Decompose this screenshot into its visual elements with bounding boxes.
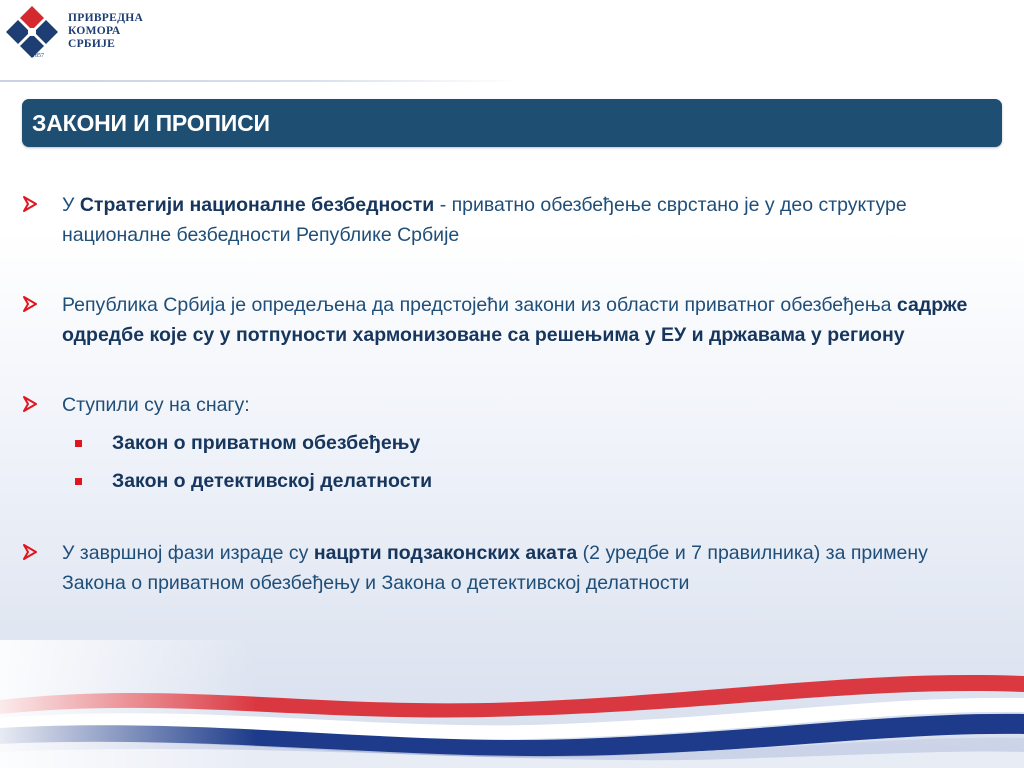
bullet-item <box>22 390 982 420</box>
bullet-item <box>22 290 982 350</box>
slide-content <box>22 190 982 598</box>
logo-wordmark <box>68 12 143 51</box>
bullet-text-post: - приватно обезбеђење сврстано је у део структуре националне безбедности Републике Србије <box>62 194 907 246</box>
bullet-text-pre: Ступили су на снагу: <box>62 394 250 416</box>
bullet-text-pre: У завршној фази израде су <box>62 542 314 564</box>
bullet-text-bold: Стратегији националне безбедности <box>79 194 435 216</box>
logo-line-2: КОМОРА <box>68 25 121 37</box>
title-bar <box>22 99 1002 147</box>
sub-item-text: Закон о приватном обезбеђењу <box>112 432 421 454</box>
slide-title: ЗАКОНИ И ПРОПИСИ <box>32 110 270 136</box>
logo-line-3: СРБИЈЕ <box>68 38 116 50</box>
bullet-item <box>22 538 982 598</box>
square-bullet-icon <box>75 478 82 485</box>
arrow-bullet-icon <box>22 544 38 560</box>
sub-list-item <box>22 466 982 496</box>
arrow-bullet-icon <box>22 396 38 412</box>
chamber-logo <box>4 4 164 64</box>
bullet-item <box>22 190 982 250</box>
arrow-bullet-icon <box>22 296 38 312</box>
decorative-flag-waves <box>0 640 1024 768</box>
sub-item-text: Закон о детективској делатности <box>112 470 433 492</box>
bullet-text-bold: садрже одредбе које су у потпуности хармонизоване са решењима у ЕУ и државама у региону <box>62 294 968 346</box>
square-bullet-icon <box>75 440 82 447</box>
sub-list-item <box>22 428 982 458</box>
header-divider <box>0 80 520 82</box>
logo-line-1: ПРИВРЕДНА <box>68 12 144 24</box>
bullet-text-bold: нацрти подзаконских аката <box>313 542 578 564</box>
bullet-text-pre: У <box>62 194 80 216</box>
bullet-text-post: (2 уредбе и 7 правилника) за примену Закона о приватном обезбеђењу и Закона о детективској делатности <box>62 542 928 594</box>
bullet-text-pre: Република Србија је опредељена да предстојећи закони из области приватног обезбеђења <box>62 294 897 316</box>
logo-year: 1857 <box>32 53 44 59</box>
arrow-bullet-icon <box>22 196 38 212</box>
